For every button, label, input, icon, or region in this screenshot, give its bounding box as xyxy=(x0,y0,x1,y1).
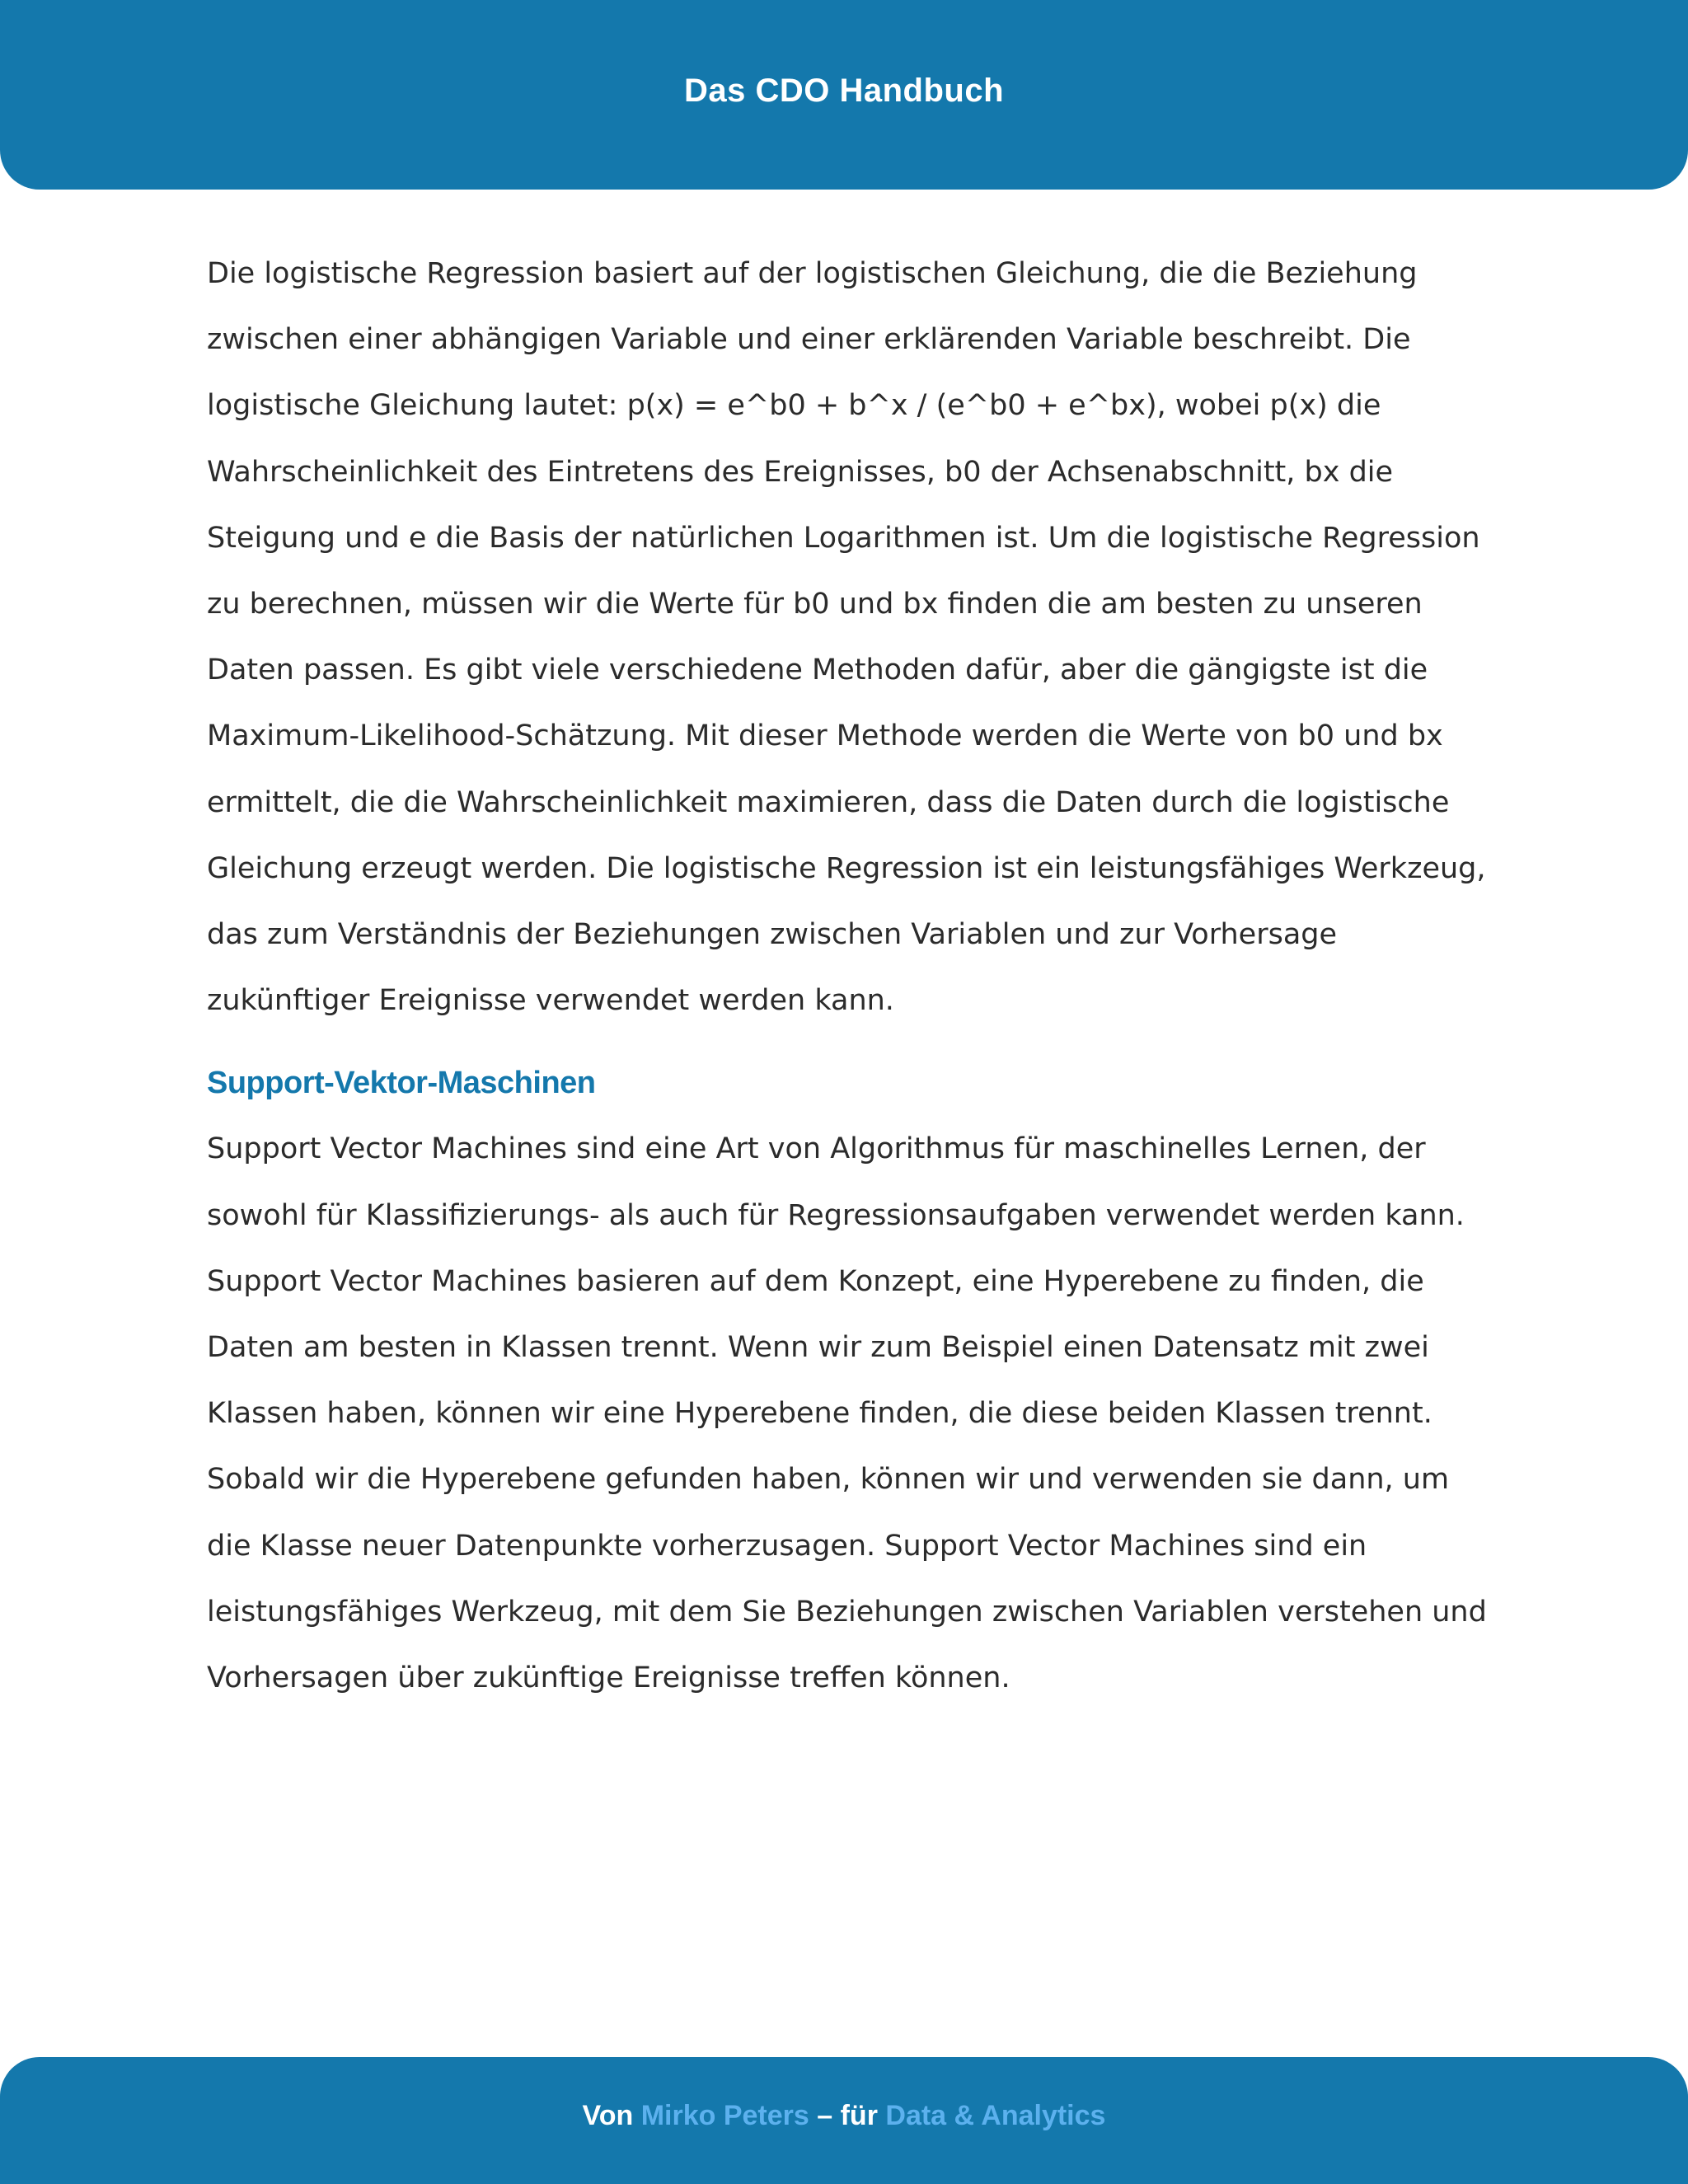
page-content xyxy=(207,241,1493,1711)
body-paragraph-logistic-regression: Die logistische Regression basiert auf der logistischen Gleichung, die die Beziehung zwischen einer abhängigen Variable und einer erklärenden Variable beschreibt. Die logistische Gleichung lautet: p(x) = e^b0 + b^x / (e^b0 + e^bx), wobei p(x) die Wahrscheinlichkeit des Eintretens des Ereignisses, b0 der Achsenabschnitt, bx die Steigung und e die Basis der natürlichen Logarithmen ist. Um die logistische Regression zu berechnen, müssen wir die Werte für b0 und bx finden die am besten zu unseren Daten passen. Es gibt viele verschiedene Methoden dafür, aber die gängigste ist die Maximum-Likelihood-Schätzung. Mit dieser Methode werden die Werte von b0 und bx ermittelt, die die Wahrscheinlichkeit maximieren, dass die Daten durch die logistische Gleichung erzeugt werden. Die logistische Regression ist ein leistungsfähiges Werkzeug, das zum Verständnis der Beziehungen zwischen Variablen und zur Vorhersage zukünftiger Ereignisse verwendet werden kann. xyxy=(207,257,1486,1018)
footer-topic: Data & Analytics xyxy=(885,2100,1106,2131)
footer-prefix: Von xyxy=(582,2100,634,2131)
page-header xyxy=(0,0,1688,190)
page-footer xyxy=(0,2057,1688,2184)
section-heading-svm: Support-Vektor-Maschinen xyxy=(207,1066,596,1101)
footer-credit xyxy=(0,2100,1688,2132)
body-paragraph-svm: Support Vector Machines sind eine Art von Algorithmus für maschinelles Lernen, der sowohl für Klassifizierungs- als auch für Regressionsaufgaben verwendet werden kann. Support Vector Machines basieren auf dem Konzept, eine Hyperebene zu finden, die Daten am besten in Klassen trennt. Wenn wir zum Beispiel einen Datensatz mit zwei Klassen haben, können wir eine Hyperebene finden, die diese beiden Klassen trennt. Sobald wir die Hyperebene gefunden haben, können wir und verwenden sie dann, um die Klasse neuer Datenpunkte vorherzusagen. Support Vector Machines sind ein leistungsfähiges Werkzeug, mit dem Sie Beziehungen zwischen Variablen verstehen und Vorhersagen über zukünftige Ereignisse treffen können. xyxy=(207,1132,1487,1695)
footer-middle: – für xyxy=(817,2100,878,2131)
footer-author: Mirko Peters xyxy=(640,2100,809,2131)
header-title: Das CDO Handbuch xyxy=(683,73,1005,109)
